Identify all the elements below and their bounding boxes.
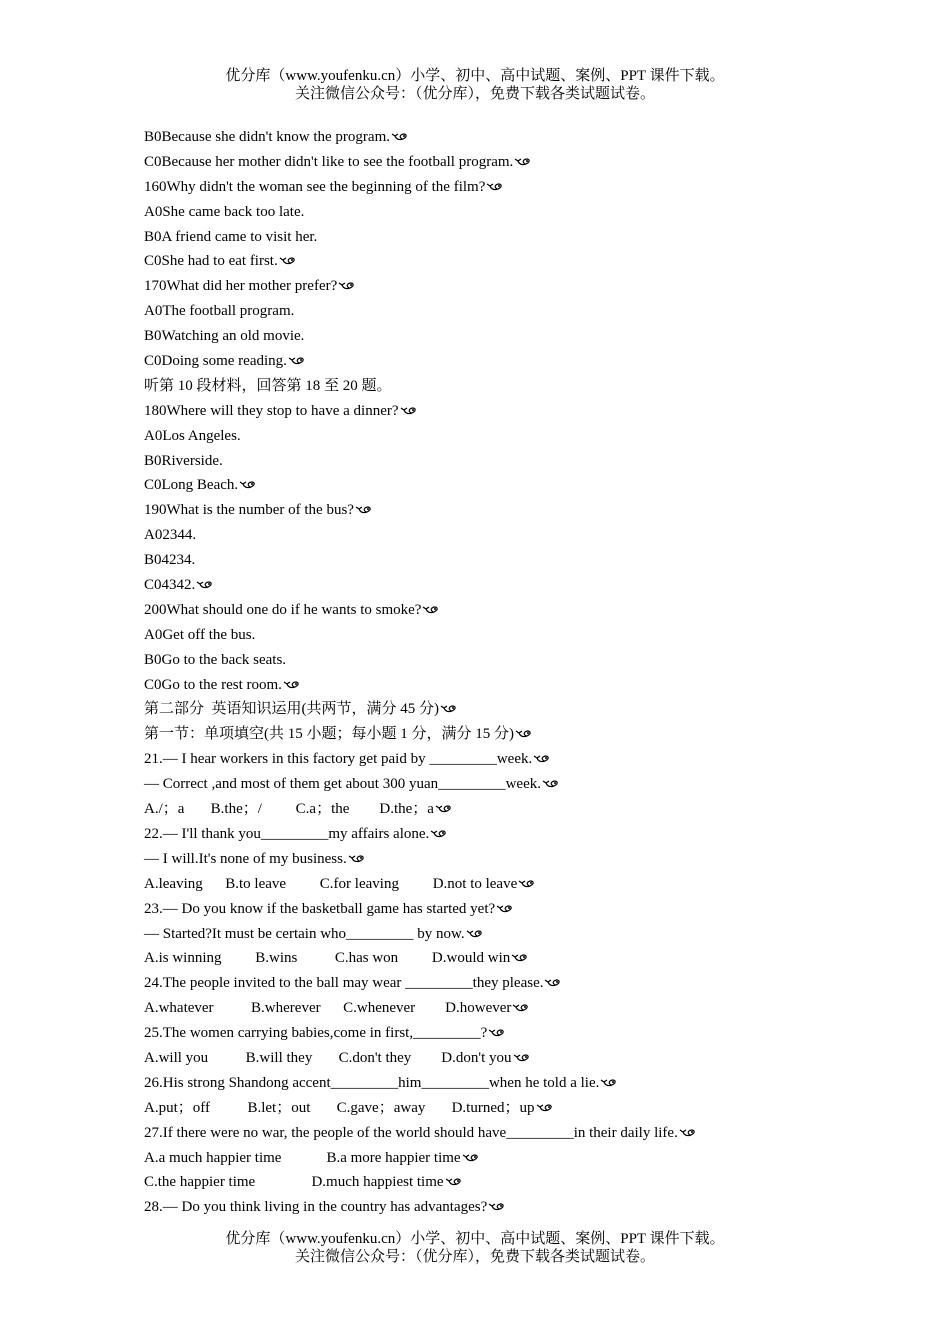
text-line [144, 324, 864, 349]
line-text: 28.— Do you think living in the country has advantages? [144, 1199, 488, 1216]
footer-line-1: 优分库（www.youfenku.cn）小学、初中、高中试题、案例、PPT 课件下载。 [225, 1231, 725, 1247]
text-line [144, 225, 864, 250]
line-text: 180Where will they stop to have a dinner? [144, 402, 399, 419]
paragraph-mark-icon [600, 1078, 618, 1088]
line-text: — Correct ,and most of them get about 300 yuan_________week. [144, 776, 542, 793]
line-text: 27.If there were no war, the people of the world should have_________in their daily life. [144, 1124, 678, 1141]
text-line [144, 125, 864, 150]
text-line [144, 424, 864, 449]
paragraph-mark-icon [338, 281, 356, 291]
paragraph-mark-icon [496, 904, 514, 914]
text-line [144, 573, 864, 598]
line-text: B04234. [144, 552, 196, 569]
paragraph-mark-icon [445, 1177, 463, 1187]
paragraph-mark-icon [679, 1128, 697, 1138]
line-text: A.put；off B.let；out C.gave；away D.turned；up [144, 1099, 535, 1116]
paragraph-mark-icon [486, 182, 504, 192]
line-text: A02344. [144, 527, 197, 544]
line-text: A./；a B.the；/ C.a；the D.the；a [144, 801, 434, 818]
line-text: — Started?It must be certain who_________ by now. [144, 925, 465, 942]
text-line [144, 797, 864, 822]
line-text: 22.— I'll thank you_________my affairs alone. [144, 825, 430, 842]
paragraph-mark-icon [466, 929, 484, 939]
text-line [144, 523, 864, 548]
line-text: 200What should one do if he wants to smoke? [144, 601, 422, 618]
line-text: A.is winning B.wins C.has won D.would win [144, 950, 511, 967]
text-line [144, 1146, 864, 1171]
paragraph-mark-icon [355, 505, 373, 515]
paragraph-mark-icon [435, 804, 453, 814]
line-text: 23.— Do you know if the basketball game has started yet? [144, 900, 496, 917]
text-line [144, 673, 864, 698]
text-line [144, 1021, 864, 1046]
paragraph-mark-icon [488, 1202, 506, 1212]
line-text: 190What is the number of the bus? [144, 502, 354, 519]
line-text: A0Los Angeles. [144, 427, 241, 444]
line-text: B0Go to the back seats. [144, 651, 287, 668]
text-line [144, 648, 864, 673]
text-line [144, 175, 864, 200]
text-line [144, 1096, 864, 1121]
text-line [144, 897, 864, 922]
text-line [144, 399, 864, 424]
paragraph-mark-icon [422, 605, 440, 615]
text-line [144, 150, 864, 175]
text-line [144, 946, 864, 971]
text-line [144, 1195, 864, 1220]
text-line [144, 872, 864, 897]
line-text: 26.His strong Shandong accent_________him_________when he told a lie. [144, 1074, 600, 1091]
line-text: C0She had to eat first. [144, 253, 278, 270]
line-text: — I will.It's none of my business. [144, 850, 347, 867]
text-line [144, 374, 864, 399]
text-line [144, 996, 864, 1021]
paragraph-mark-icon [430, 829, 448, 839]
paragraph-mark-icon [511, 953, 529, 963]
text-line [144, 274, 864, 299]
document-body [144, 125, 864, 1220]
paragraph-mark-icon [440, 704, 458, 714]
paragraph-mark-icon [544, 978, 562, 988]
line-text: B0Riverside. [144, 452, 223, 469]
paragraph-mark-icon [400, 406, 418, 416]
paragraph-mark-icon [196, 580, 214, 590]
paragraph-mark-icon [239, 480, 257, 490]
line-text: B0A friend came to visit her. [144, 228, 318, 245]
paragraph-mark-icon [488, 1028, 506, 1038]
line-text: B0Because she didn't know the program. [144, 129, 390, 145]
text-line [144, 971, 864, 996]
line-text: A.leaving B.to leave C.for leaving D.not to leave [144, 875, 518, 892]
text-line [144, 548, 864, 573]
paragraph-mark-icon [288, 356, 306, 366]
line-text: A0The football program. [144, 303, 295, 320]
paragraph-mark-icon [279, 256, 297, 266]
text-line [144, 772, 864, 797]
text-line [144, 449, 864, 474]
header-line-1: 优分库（www.youfenku.cn）小学、初中、高中试题、案例、PPT 课件下载。 [225, 68, 725, 84]
paragraph-mark-icon [514, 157, 532, 167]
text-line [144, 1071, 864, 1096]
line-text: 170What did her mother prefer? [144, 278, 338, 295]
paragraph-mark-icon [513, 1053, 531, 1063]
line-text: A0She came back too late. [144, 203, 305, 220]
line-text: A0Get off the bus. [144, 626, 256, 643]
line-text: C0Go to the rest room. [144, 676, 282, 693]
text-line [144, 847, 864, 872]
text-line [144, 1121, 864, 1146]
line-text: C0Doing some reading. [144, 353, 287, 370]
line-text: B0Watching an old movie. [144, 328, 305, 345]
line-text: C0Because her mother didn't like to see the football program. [144, 153, 514, 170]
line-text: 听第 10 段材料，回答第 18 至 20 题。 [144, 377, 392, 394]
line-text: 第一节：单项填空(共 15 小题；每小题 1 分，满分 15 分) [144, 726, 514, 743]
text-line [144, 922, 864, 947]
paragraph-mark-icon [533, 754, 551, 764]
header-line-2: 关注微信公众号：（优分库），免费下载各类试题试卷。 [294, 86, 655, 102]
text-line [144, 1046, 864, 1071]
line-text: 第二部分 英语知识运用(共两节，满分 45 分) [144, 701, 439, 718]
line-text: C0Long Beach. [144, 477, 239, 494]
paragraph-mark-icon [512, 1003, 530, 1013]
paragraph-mark-icon [518, 879, 536, 889]
text-line [144, 747, 864, 772]
paragraph-mark-icon [283, 680, 301, 690]
text-line [144, 200, 864, 225]
page-footer [0, 1230, 950, 1266]
line-text: A.whatever B.wherever C.whenever D.however [144, 1000, 512, 1017]
text-line [144, 299, 864, 324]
text-line [144, 598, 864, 623]
line-text: A.a much happier time B.a more happier time [144, 1149, 461, 1166]
text-line [144, 498, 864, 523]
line-text: 24.The people invited to the ball may wear _________they please. [144, 975, 544, 992]
text-line [144, 249, 864, 274]
line-text: C.the happier time D.much happiest time [144, 1174, 444, 1191]
line-text: C04342. [144, 577, 196, 594]
text-line [144, 722, 864, 747]
paragraph-mark-icon [391, 132, 409, 142]
text-line [144, 697, 864, 722]
text-line [144, 349, 864, 374]
paragraph-mark-icon [462, 1153, 480, 1163]
paragraph-mark-icon [542, 779, 560, 789]
text-line [144, 1170, 864, 1195]
paragraph-mark-icon [348, 854, 366, 864]
page-header [0, 67, 950, 103]
text-line [144, 623, 864, 648]
line-text: 160Why didn't the woman see the beginning of the film? [144, 178, 486, 195]
paragraph-mark-icon [515, 729, 533, 739]
line-text: 21.— I hear workers in this factory get paid by _________week. [144, 751, 533, 768]
text-line [144, 822, 864, 847]
paragraph-mark-icon [536, 1103, 554, 1113]
text-line [144, 473, 864, 498]
line-text: 25.The women carrying babies,come in first,_________? [144, 1025, 488, 1042]
footer-line-2: 关注微信公众号：（优分库），免费下载各类试题试卷。 [294, 1249, 655, 1265]
line-text: A.will you B.will they C.don't they D.don't you [144, 1049, 512, 1066]
